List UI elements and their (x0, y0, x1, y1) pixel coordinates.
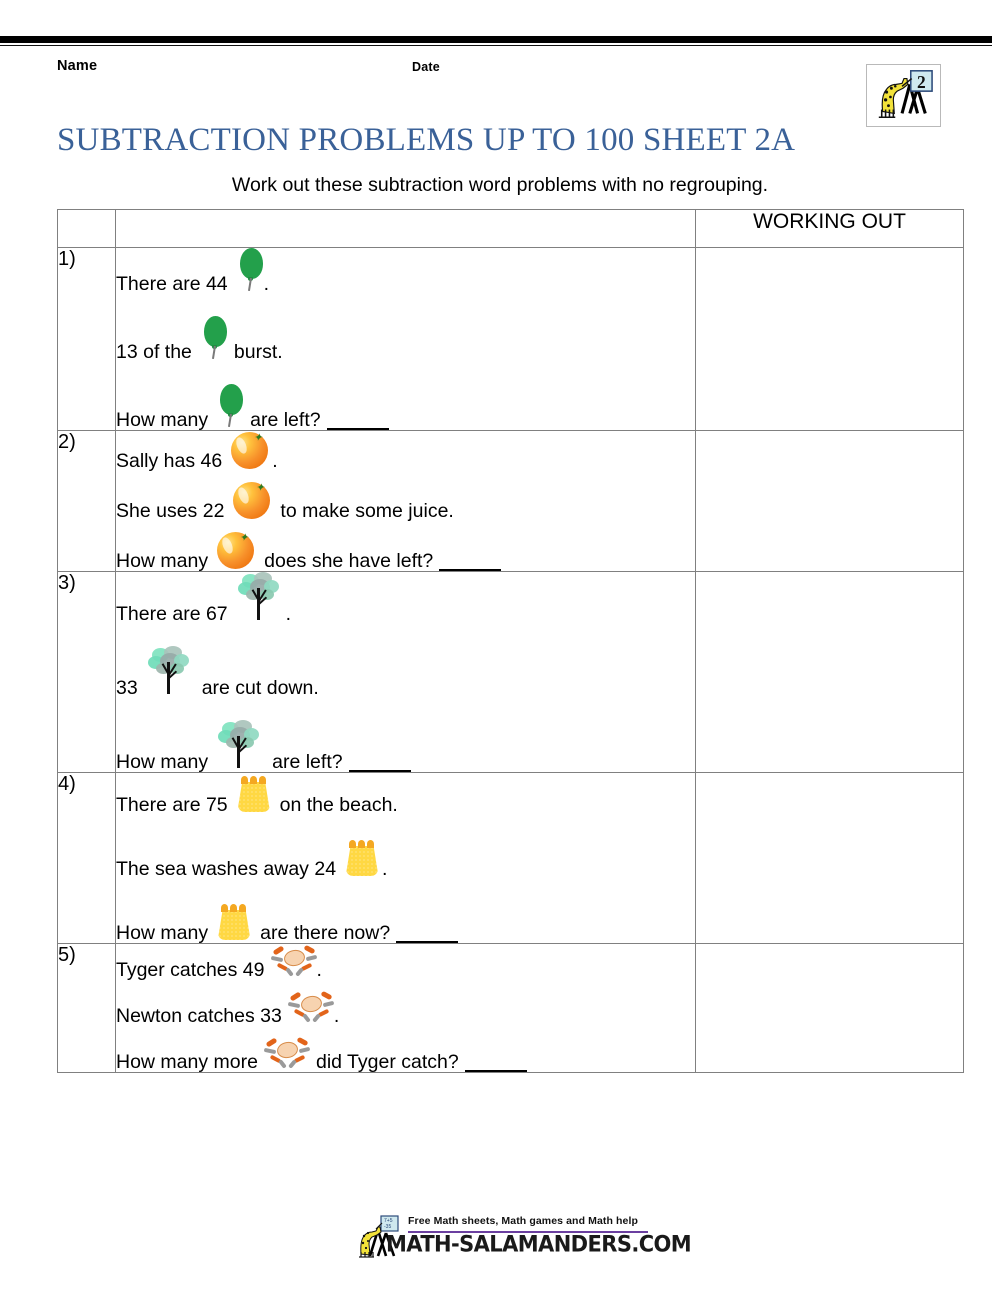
working-out-cell-3[interactable] (696, 572, 964, 773)
table-row (58, 773, 964, 944)
giraffe-logo-icon (867, 65, 940, 126)
svg-text:2: 2 (917, 72, 926, 93)
problem-2-line-1 (116, 431, 695, 471)
header-rule-thin (0, 45, 992, 46)
problem-1-line-1-before: There are 44 (116, 272, 228, 295)
header-working-out: WORKING OUT (696, 210, 964, 248)
table-header-row (58, 210, 964, 248)
working-out-cell-5[interactable] (696, 944, 964, 1073)
problem-1-line-1-after: . (263, 272, 270, 295)
answer-blank-5[interactable] (465, 1055, 527, 1072)
problem-4-line-1 (116, 773, 695, 815)
problem-number-4: 4) (58, 773, 116, 944)
footer-tagline: Free Math sheets, Math games and Math help (408, 1215, 638, 1227)
orange-fruit-icon: ✦ (230, 481, 274, 521)
problem-2-line-3 (116, 531, 695, 571)
problem-3-line-2 (116, 646, 695, 698)
problem-3-line-2-before: 33 (116, 676, 138, 699)
problem-5-line-2 (116, 990, 695, 1026)
problem-3-line-1-before: There are 67 (116, 602, 228, 625)
svg-text:7+5: 7+5 (384, 1218, 393, 1224)
answer-blank-4[interactable] (396, 926, 458, 943)
problem-5-line-2-before: Newton catches 33 (116, 1004, 282, 1027)
working-out-cell-1[interactable] (696, 248, 964, 431)
problem-5-line-2-after: . (333, 1004, 340, 1027)
tree-icon (214, 720, 266, 772)
table-row (58, 248, 964, 431)
problem-5-line-3 (116, 1036, 695, 1072)
working-out-cell-2[interactable] (696, 431, 964, 572)
problem-2-line-3-before: How many (116, 549, 209, 572)
problem-1-line-3 (116, 384, 695, 430)
problem-5-line-3-before: How many more (116, 1050, 258, 1073)
answer-blank-3[interactable] (349, 755, 411, 772)
problem-1-line-2 (116, 316, 695, 362)
orange-fruit-icon: ✦ (228, 431, 272, 471)
problem-number-5: 5) (58, 944, 116, 1073)
problem-1-line-3-after: are left? (250, 408, 321, 431)
problem-3-line-2-after: are cut down. (201, 676, 319, 699)
problem-4-line-2-after: . (382, 857, 388, 880)
problem-1-line-2-after: burst. (233, 340, 283, 363)
name-date-row (0, 58, 1000, 82)
problem-number-3: 3) (58, 572, 116, 773)
problem-4-line-2 (116, 837, 695, 879)
problem-5-line-1-after: . (316, 958, 322, 981)
table-row (58, 431, 964, 572)
problem-4-line-3 (116, 901, 695, 943)
balloon-icon (214, 384, 244, 430)
page-title: SUBTRACTION PROBLEMS UP TO 100 SHEET 2A (57, 122, 796, 158)
problem-2-line-1-before: Sally has 46 (116, 449, 223, 472)
problem-number-2: 2) (58, 431, 116, 572)
balloon-icon (198, 316, 228, 362)
tree-icon (234, 572, 286, 624)
problem-2-line-2-before: She uses 22 (116, 499, 225, 522)
problem-2-line-2-after: to make some juice. (280, 499, 454, 522)
problem-4-line-1-after: on the beach. (279, 793, 398, 816)
page-subtitle: Work out these subtraction word problems with no regrouping. (231, 174, 769, 196)
working-out-cell-4[interactable] (696, 773, 964, 944)
problem-4-line-3-after: are there now? (260, 921, 391, 944)
problem-5-line-3-after: did Tyger catch? (315, 1050, 459, 1073)
problems-table (57, 209, 964, 1073)
tree-icon (144, 646, 196, 698)
sandcastle-icon (214, 901, 254, 943)
problem-2-line-3-after: does she have left? (264, 549, 434, 572)
problem-text-4 (116, 773, 696, 944)
date-label: Date (412, 60, 440, 74)
problem-1-line-1 (116, 248, 695, 294)
problem-4-line-3-before: How many (116, 921, 209, 944)
crab-icon (264, 1036, 310, 1072)
problem-2-line-1-after: . (272, 449, 278, 472)
problem-text-3 (116, 572, 696, 773)
problem-3-line-3 (116, 720, 695, 772)
name-label: Name (57, 58, 98, 74)
problem-3-line-1 (116, 572, 695, 624)
crab-icon (271, 944, 317, 980)
svg-text:-35: -35 (384, 1224, 392, 1230)
problem-2-line-2 (116, 481, 695, 521)
page-footer (0, 1206, 1000, 1270)
problem-text-2 (116, 431, 696, 572)
problem-number-1: 1) (58, 248, 116, 431)
header-number (58, 210, 116, 248)
math-salamanders-logo (866, 64, 941, 127)
answer-blank-2[interactable] (439, 554, 501, 571)
table-row (58, 944, 964, 1073)
problem-5-line-1 (116, 944, 695, 980)
sandcastle-icon (234, 773, 274, 815)
problem-3-line-3-before: How many (116, 750, 209, 773)
problem-3-line-1-after: . (285, 602, 292, 625)
sandcastle-icon (342, 837, 382, 879)
problem-1-line-3-before: How many (116, 408, 209, 431)
problem-text-5 (116, 944, 696, 1073)
crab-icon (288, 990, 334, 1026)
balloon-icon (234, 248, 264, 294)
problem-5-line-1-before: Tyger catches 49 (116, 958, 265, 981)
problem-4-line-1-before: There are 75 (116, 793, 228, 816)
problem-3-line-3-after: are left? (272, 750, 343, 773)
problem-1-line-2-before: 13 of the (116, 340, 192, 363)
header-rule (0, 36, 992, 43)
table-row (58, 572, 964, 773)
problem-text-1 (116, 248, 696, 431)
header-problem (116, 210, 696, 248)
problem-4-line-2-before: The sea washes away 24 (116, 857, 337, 880)
answer-blank-1[interactable] (327, 413, 389, 430)
footer-url[interactable]: MATH-SALAMANDERS.COM (386, 1231, 692, 1257)
orange-fruit-icon: ✦ (214, 531, 258, 571)
